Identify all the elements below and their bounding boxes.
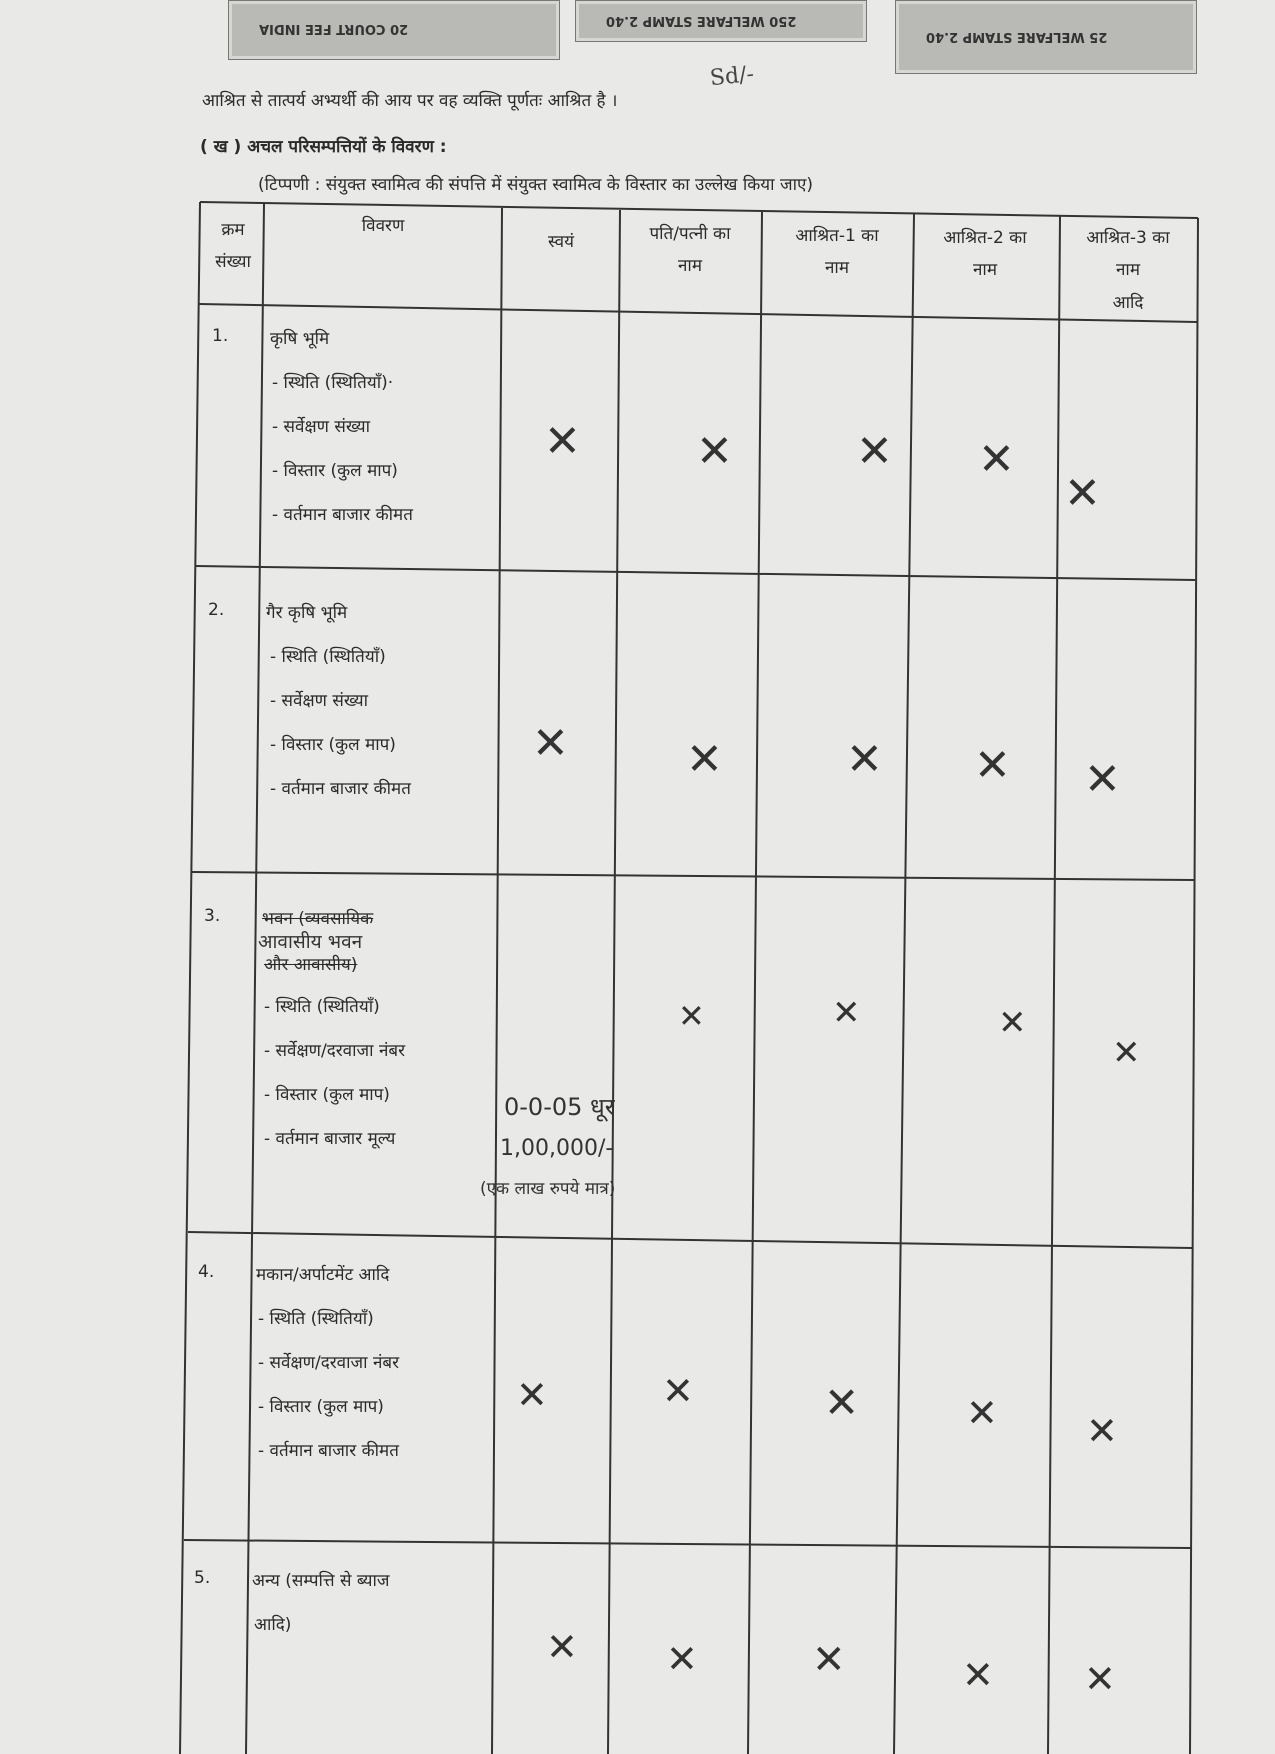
header-spouse [620,218,760,283]
cross-mark: ✕ [832,993,861,1033]
cross-mark: ✕ [974,740,1011,791]
row-4-num: 4. [198,1262,215,1282]
cross-mark: ✕ [666,1637,698,1681]
header-dep3-line2: नाम [1115,260,1140,281]
row-3-item-1: - स्थिति (स्थितियाँ) [264,997,380,1017]
cross-mark: ✕ [662,1369,694,1413]
welfare-stamp-1-text: 250 WELFARE STAMP 2.40 [606,13,797,28]
signature: Sd/- [708,61,756,92]
header-spouse-line1: पति/पत्नी का [649,224,731,244]
header-self [504,226,618,258]
cross-mark: ✕ [1084,754,1121,805]
header-dep3-line3: आदि [1112,292,1144,313]
cross-mark: ✕ [686,734,723,785]
header-details-text: विवरण [361,216,405,236]
row-3-title-2: और आवासीय) [264,955,358,975]
row-3-item-4: - वर्तमान बाजार मूल्य [264,1129,396,1149]
cross-mark: ✕ [516,1373,548,1417]
row-1-item-3: - विस्तार (कुल माप) [272,461,398,481]
header-dep3-line1: आश्रित-3 का [1086,228,1170,248]
cross-mark: ✕ [824,1378,860,1427]
cross-mark: ✕ [532,718,569,769]
row-4-item-2: - सर्वेक्षण/दरवाजा नंबर [258,1353,400,1373]
row-5-title-2: आदि) [254,1615,292,1635]
cross-mark: ✕ [812,1637,846,1683]
row-2-item-3: - विस्तार (कुल माप) [270,735,396,755]
row-3-item-3: - विस्तार (कुल माप) [264,1085,390,1105]
cross-mark: ✕ [696,426,733,477]
header-serial-line2: संख्या [215,252,251,273]
welfare-stamp-2-text: 25 WELFARE STAMP 2.40 [926,29,1108,44]
header-dep1-line1: आश्रित-1 का [795,226,879,246]
row-2-item-2: - सर्वेक्षण संख्या [270,691,369,711]
header-serial-line1: क्रम [221,220,245,240]
cross-mark: ✕ [846,734,883,785]
cross-mark: ✕ [1084,1657,1116,1701]
court-fee-stamp-text: 20 COURT FEE INDIA [259,21,409,36]
row-1-item-1: - स्थिति (स्थितियाँ)· [272,373,394,393]
section-title: ( ख ) अचल परिसम्पत्तियों के विवरण : [200,137,447,157]
row-1-num: 1. [212,326,229,346]
row-3-self-area: 0-0-05 धूर [504,1093,615,1121]
header-dep2 [912,222,1058,287]
row-3-item-2: - सर्वेक्षण/दरवाजा नंबर [264,1041,406,1061]
row-4-item-1: - स्थिति (स्थितियाँ) [258,1309,374,1329]
note: (टिप्पणी : संयुक्त स्वामित्व की संपत्ति में संयुक्त स्वामित्व के विस्तार का उल्लेख किया जाए) [258,175,814,195]
row-4-item-4: - वर्तमान बाजार कीमत [258,1441,399,1461]
cross-mark: ✕ [856,426,893,477]
row-3-num: 3. [204,906,221,926]
cross-mark: ✕ [978,434,1015,485]
header-dep1-line2: नाम [824,258,849,279]
intro-line: आश्रित से तात्पर्य अभ्यर्थी की आय पर वह व्यक्ति पूर्णतः आश्रित है । [202,91,618,111]
header-details [268,210,498,242]
cross-mark: ✕ [546,1625,578,1669]
row-2-num: 2. [208,600,225,620]
row-1-title: कृषि भूमि [270,329,330,349]
row-2-title: गैर कृषि भूमि [266,603,348,623]
row-4-item-3: - विस्तार (कुल माप) [258,1397,384,1417]
row-4-title: मकान/अर्पाटमेंट आदि [256,1265,390,1285]
cross-mark: ✕ [962,1653,994,1697]
row-2-item-4: - वर्तमान बाजार कीमत [270,779,411,799]
cross-mark: ✕ [678,997,705,1035]
row-2-item-1: - स्थिति (स्थितियाँ) [270,647,386,667]
header-dep1 [762,220,912,285]
cross-mark: ✕ [966,1391,998,1435]
header-dep2-line1: आश्रित-2 का [943,228,1027,248]
header-serial [205,214,261,279]
cross-mark: ✕ [544,416,581,467]
row-5-title: अन्य (सम्पत्ति से ब्याज [252,1571,390,1591]
header-spouse-line2: नाम [677,256,702,277]
row-3-title: भवन (व्यवसायिक [262,909,374,929]
cross-mark: ✕ [1112,1033,1141,1073]
row-3-self-value: 1,00,000/- [500,1136,614,1161]
row-1-item-2: - सर्वेक्षण संख्या [272,417,371,437]
row-5-num: 5. [194,1568,211,1588]
header-dep3 [1058,222,1198,319]
row-1-item-4: - वर्तमान बाजार कीमत [272,505,413,525]
row-3-handwritten-title: आवासीय भवन [258,931,363,953]
row-3-self-words: (एक लाख रुपये मात्र) [480,1179,616,1199]
cross-mark: ✕ [998,1003,1027,1043]
header-self-text: स्वयं [548,232,574,252]
cross-mark: ✕ [1064,468,1101,519]
cross-mark: ✕ [1086,1409,1118,1453]
header-dep2-line2: नाम [972,260,997,281]
